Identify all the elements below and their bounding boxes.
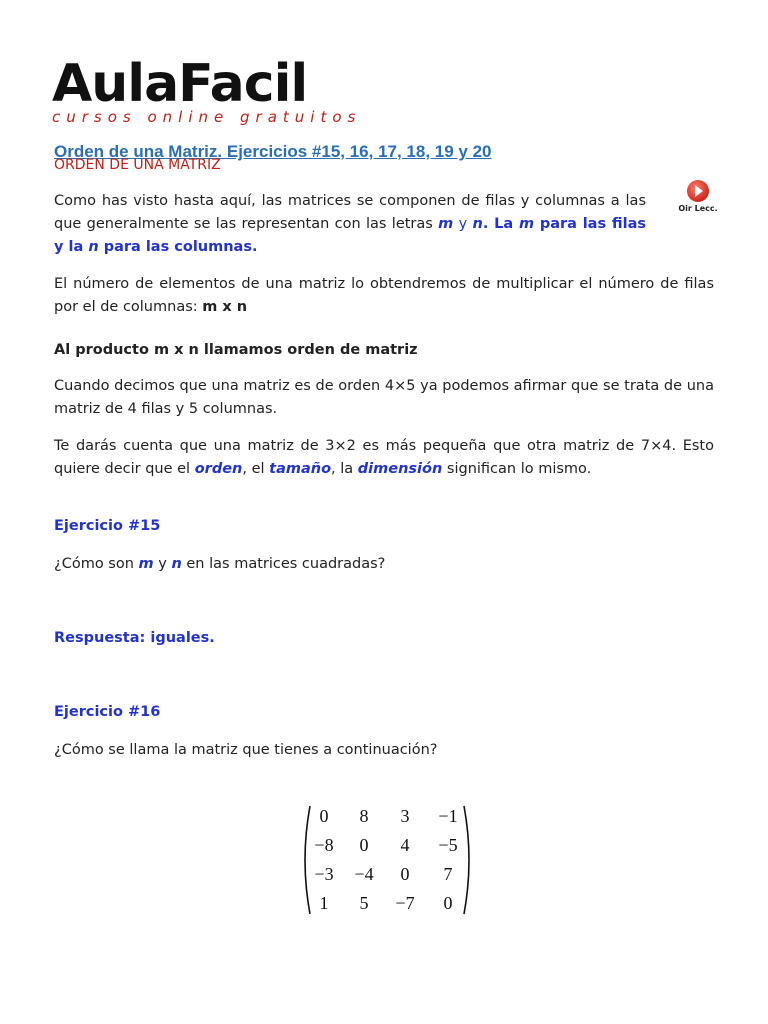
elements-text: El número de elementos de una matriz lo obtendremos de multiplicar el número de filas por el de columnas: bbox=[54, 276, 714, 315]
var-m: m bbox=[518, 216, 535, 232]
logo-wordmark: AulaFacil bbox=[52, 54, 308, 114]
formula-mxn: m x n bbox=[202, 299, 248, 315]
exercise-15-answer: Respuesta: iguales. bbox=[54, 630, 215, 646]
matrix-cell: −5 bbox=[438, 835, 458, 855]
q15-text: ¿Cómo son bbox=[54, 556, 139, 572]
matrix-cell: 5 bbox=[359, 893, 369, 913]
term-tamano: tamaño bbox=[269, 461, 332, 477]
listen-lesson-button[interactable] bbox=[676, 180, 720, 213]
matrix-cell: 4 bbox=[400, 835, 410, 855]
matrix-cell: 7 bbox=[443, 864, 453, 884]
order-definition: Al producto m x n llamamos orden de matriz bbox=[54, 342, 418, 358]
matrix-figure bbox=[298, 800, 478, 924]
aulafacil-logo[interactable] bbox=[52, 54, 362, 126]
size-text-sep: , el bbox=[242, 461, 270, 477]
var-m: m bbox=[138, 556, 154, 572]
term-orden: orden bbox=[194, 461, 243, 477]
left-paren bbox=[305, 806, 310, 914]
size-text: Te darás cuenta que una matriz de 3×2 es más pequeña que otra matriz de 7×4. Esto quiere decir que el bbox=[54, 438, 714, 477]
matrix-cell: −7 bbox=[395, 893, 415, 913]
intro-text-4: para las columnas. bbox=[98, 239, 258, 255]
var-n: n bbox=[171, 556, 182, 572]
matrix-cell: −8 bbox=[314, 835, 334, 855]
matrix-cell: −3 bbox=[314, 864, 334, 884]
matrix-cell: 8 bbox=[359, 806, 369, 826]
size-paragraph bbox=[54, 435, 714, 481]
exercise-15-heading: Ejercicio #15 bbox=[54, 518, 161, 534]
matrix-cell: 0 bbox=[319, 806, 329, 826]
elements-paragraph bbox=[54, 273, 714, 319]
q15-text-2: en las matrices cuadradas? bbox=[181, 556, 386, 572]
exercise-15-question bbox=[54, 553, 714, 576]
size-text-sep: , la bbox=[331, 461, 358, 477]
logo-tagline: cursos online gratuitos bbox=[52, 108, 362, 126]
matrix-cell: 0 bbox=[443, 893, 453, 913]
exercise-16-question: ¿Cómo se llama la matriz que tienes a continuación? bbox=[54, 742, 438, 758]
intro-text-2: . La bbox=[482, 216, 519, 232]
intro-text-3: para las filas y la bbox=[54, 216, 646, 255]
exercise-16-heading: Ejercicio #16 bbox=[54, 704, 161, 720]
intro-text: Como has visto hasta aquí, las matrices se componen de filas y columnas a las que generalmente se las representan con las letras bbox=[54, 193, 646, 232]
play-icon bbox=[687, 180, 709, 202]
matrix-cell: 0 bbox=[400, 864, 410, 884]
var-n: n bbox=[88, 239, 99, 255]
page-title-link[interactable]: Orden de una Matriz. Ejercicios #15, 16, 17, 18, 19 y 20 bbox=[54, 142, 492, 161]
intro-paragraph bbox=[54, 190, 646, 259]
var-n: n bbox=[472, 216, 483, 232]
matrix-cell: −4 bbox=[354, 864, 374, 884]
order-example-paragraph: Cuando decimos que una matriz es de orden 4×5 ya podemos afirmar que se trata de una matriz de 4 filas y 5 columnas. bbox=[54, 378, 714, 417]
matrix-cell: 3 bbox=[400, 806, 410, 826]
listen-label: Oir Lecc. bbox=[678, 204, 718, 213]
matrix-cell: −1 bbox=[438, 806, 458, 826]
matrix-cell: 1 bbox=[319, 893, 329, 913]
section-title: ORDEN DE UNA MATRIZ bbox=[54, 157, 221, 173]
var-m: m bbox=[438, 216, 454, 232]
term-dimension: dimensión bbox=[357, 461, 443, 477]
size-text-end: significan lo mismo. bbox=[442, 461, 592, 477]
intro-y: y bbox=[453, 216, 473, 232]
right-paren bbox=[464, 806, 469, 914]
q15-y: y bbox=[153, 556, 172, 572]
matrix-svg bbox=[298, 800, 478, 920]
matrix-cell: 0 bbox=[359, 835, 369, 855]
